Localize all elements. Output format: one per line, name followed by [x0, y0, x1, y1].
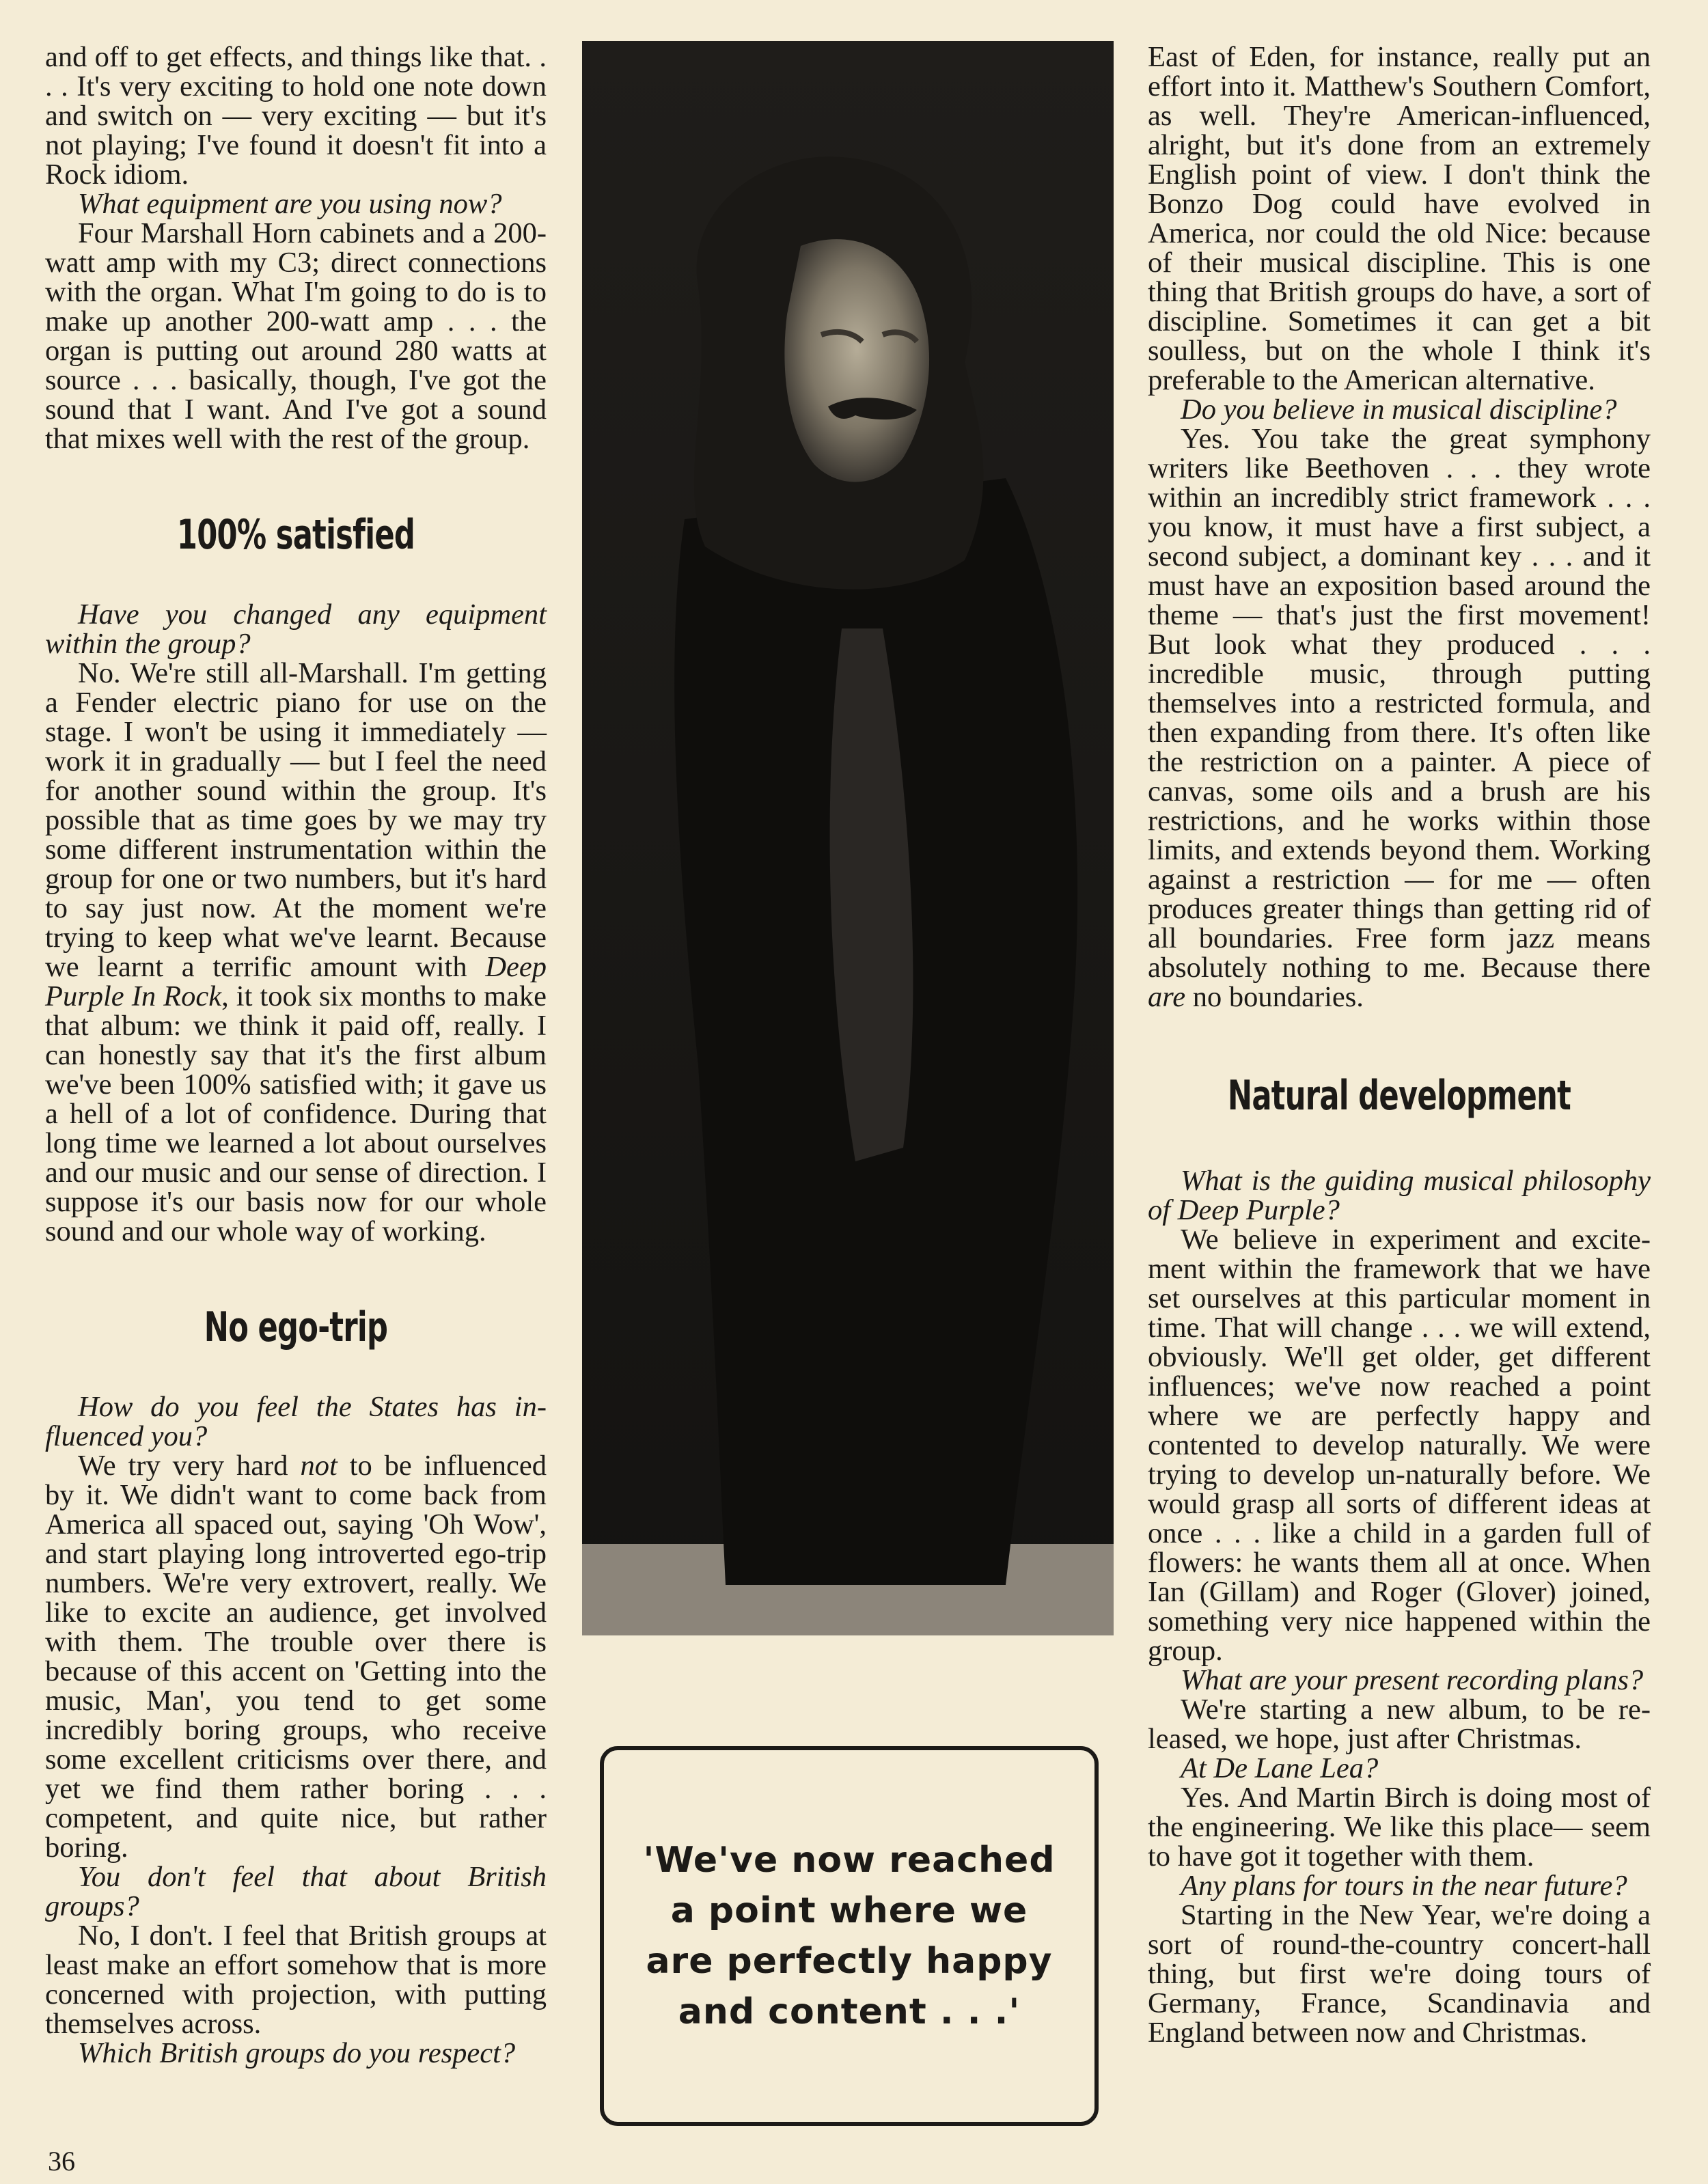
interview-question: What are your present recording plans?	[1181, 1664, 1644, 1696]
paragraph: Four Marshall Horn cabinets and a 200-watt amp with my C3; direct connections with the organ. What I'm going to do is to make up another 200-watt amp . . . the organ is putting out around 280 watts at source . . . basically, though, I've got the sound that I want. And I've got a sound that mixes well with the rest of the group.	[45, 217, 547, 455]
right-column	[1148, 42, 1651, 2047]
paragraph: We're starting a new album, to be released, we hope, just after Christmas.	[1148, 1694, 1651, 1755]
paragraph: Starting in the New Year, we're doing a sort of round-the-country concert-hall thing, but first we're doing tours of Germany, France, Scandinavia and England between now and Christmas.	[1148, 1899, 1651, 2049]
emphasis: are	[1148, 981, 1186, 1013]
interview-question: How do you feel the States has influenced you?	[45, 1391, 547, 1452]
portrait-photo	[582, 41, 1114, 1635]
paragraph: We try very hard not to be influenced by it. We didn't want to come back from America all spaced out, saying 'Oh Wow', and start playing long introverted ego-trip numbers. We're very extrovert, really. We like to excite an audience, get involved with them. The trouble over there is because of this accent on 'Getting into the music, Man', you tend to get some incredibly boring groups, who receive some excellent criticisms over there, and yet we find them rather boring . . . competent, and quite nice, but rather boring.	[45, 1450, 547, 1864]
album-title: Deep Purple In Rock	[45, 951, 547, 1012]
interview-question: What is the guiding musical philosophy of Deep Purple?	[1148, 1165, 1651, 1226]
interview-question: Which British groups do you respect?	[78, 2037, 516, 2069]
interview-question: You don't feel that about British groups?	[45, 1861, 547, 1922]
pull-quote: 'We've now reached a point where we are perfectly happy and content . . .'	[643, 1840, 1056, 2032]
paragraph: East of Eden, for instance, really put an effort into it. Matthew's Southern Comfort, as well. They're American-influenced, alright, but it's done from an extremely English point of view. I don't think the Bonzo Dog could have evolved in America, nor could the old Nice: because of their musical discipline. This is one thing that British groups do have, a sort of discipline. Sometimes it can get a bit soulless, but on the whole I think it's preferable to the American alternative.	[1148, 41, 1651, 396]
interview-question: Have you changed any equipment within the group?	[45, 598, 547, 660]
interview-question: Any plans for tours in the near future?	[1181, 1870, 1627, 1902]
paragraph: We believe in experiment and excitement within the framework that we have set ourselves at this particular moment in time. That will change . . . we will extend, obviously. We'll get older, get different influences; we've now reached a point where we are perfectly happy and contented to develop naturally. We were trying to develop un-naturally before. We would grasp all sorts of different ideas at once . . . like a child in a garden full of flowers: he wants them all at once. When Ian (Gillam) and Roger (Glover) joined, something very nice happened within the group.	[1148, 1224, 1651, 1667]
paragraph: No. We're still all-Marshall. I'm getting a Fender electric piano for use on the stage. I won't be using it immediately — work it in gradually — but I feel the need for another sound within the group. It's possible that as time goes by we may try some different instrumentation within the group for one or two numbers, but it's hard to say just now. At the moment we're trying to keep what we've learnt. Because we learnt a terrific amount with Deep Purple In Rock, it took six months to make that album: we think it paid off, really. I can honestly say that it's the first album we've been 100% satisfied with; it gave us a hell of a lot of confidence. During that long time we learned a lot about ourselves and our music and our sense of direction. I suppose it's our basis now for our whole sound and our whole way of working.	[45, 657, 547, 1247]
interview-question: What equipment are you using now?	[78, 188, 502, 220]
emphasis: not	[300, 1450, 338, 1482]
page-number: 36	[48, 2146, 75, 2176]
section-heading: Natural development	[1227, 1072, 1571, 1120]
paragraph: Yes. And Martin Birch is doing most of the engineering. We like this place— seem to have got it together with them.	[1148, 1782, 1651, 1872]
section-heading: No ego-trip	[204, 1303, 388, 1351]
section-heading: 100% satisfied	[176, 511, 415, 559]
paragraph: and off to get effects, and things like that. . . . It's very exciting to hold one note down and switch on — very exciting — but it's not playing; I've found it doesn't fit into a Rock idiom.	[45, 41, 547, 191]
paragraph: No, I don't. I feel that British groups at least make an effort somehow that is more concerned with projection, with putting themselves across.	[45, 1920, 547, 2040]
interview-question: Do you believe in musical discipline?	[1181, 393, 1617, 426]
left-column	[45, 42, 547, 2068]
interview-question: At De Lane Lea?	[1181, 1752, 1379, 1784]
pull-quote-box	[600, 1746, 1099, 2126]
paragraph: Yes. You take the great symphony writers like Beethoven . . . they wrote within an incredibly strict framework . . . you know, it must have a first subject, a second subject, a dominant key . . . and it must have an exposition based around the theme — that's just the first movement! But look what they produced . . . incredible music, through putting themselves into a restricted formula, and then expanding from there. It's often like the restriction on a painter. A piece of canvas, some oils and a brush are his restrictions, and he works within those limits, and extends beyond them. Working against a restriction — for me — often produces greater things than getting rid of all boundaries. Free form jazz means absolutely nothing to me. Because there are no boundaries.	[1148, 423, 1651, 1013]
